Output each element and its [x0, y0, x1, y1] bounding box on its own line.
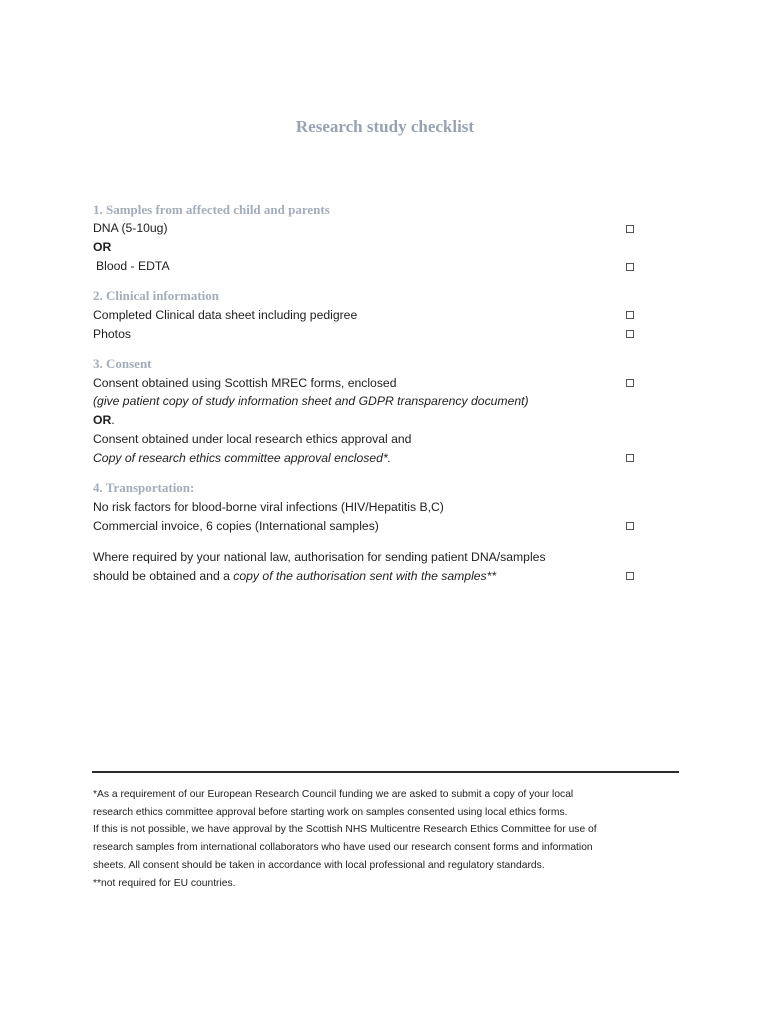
checkbox-invoice[interactable]: [626, 522, 634, 530]
checkbox-blood[interactable]: [626, 263, 634, 271]
footnote-line-4: research samples from international collaborators who have used our research consent forms and information: [93, 842, 593, 853]
item-photos-label: Photos: [93, 327, 131, 341]
section-heading-samples: 1. Samples from affected child and parents: [93, 202, 330, 217]
footnote-line-1: *As a requirement of our European Research Council funding we are asked to submit a copy of your local: [93, 789, 574, 800]
authorisation-line-2-prefix: should be obtained and a: [93, 569, 234, 583]
section-heading-transportation: 4. Transportation:: [93, 480, 195, 495]
checkbox-clinical[interactable]: [626, 311, 634, 319]
checkbox-dna[interactable]: [626, 225, 634, 233]
item-local-copy-suffix: *.: [382, 451, 392, 465]
footnote-line-6: **not required for EU countries.: [93, 878, 236, 889]
item-clinical-label: Completed Clinical data sheet including pedigree: [93, 308, 358, 322]
footnote-line-2: research ethics committee approval before starting work on samples consented using local ethics forms.: [93, 807, 568, 818]
or-label-consent-suffix: .: [111, 413, 115, 427]
item-risk-label: No risk factors for blood-borne viral infections (HIV/Hepatitis B,C): [93, 500, 444, 514]
checkbox-authorisation[interactable]: [626, 572, 634, 580]
checkbox-mrec[interactable]: [626, 379, 634, 387]
section-heading-clinical: 2. Clinical information: [93, 288, 220, 303]
checkbox-photos[interactable]: [626, 330, 634, 338]
item-mrec-label: Consent obtained using Scottish MREC forms, enclosed: [93, 376, 397, 390]
or-label-samples: OR: [93, 240, 112, 254]
checkbox-local-approval[interactable]: [626, 454, 634, 462]
item-blood-label: Blood - EDTA: [96, 259, 170, 273]
or-label-consent-text: OR: [93, 413, 112, 427]
authorisation-line-1: Where required by your national law, authorisation for sending patient DNA/samples: [93, 550, 546, 564]
item-dna-label: DNA (5-10ug): [93, 221, 168, 235]
footnote-divider: [92, 771, 679, 773]
item-local-copy: [93, 450, 391, 466]
footnote-line-3: If this is not possible, we have approval by the Scottish NHS Multicentre Research Ethics Committee for use of: [93, 824, 597, 835]
authorisation-line-2: [93, 568, 496, 584]
item-local-label: Consent obtained under local research ethics approval and: [93, 432, 412, 446]
or-label-consent: [93, 412, 115, 428]
item-local-copy-text: Copy of research ethics committee approval enclosed: [93, 451, 383, 465]
footnote-line-5: sheets. All consent should be taken in accordance with local professional and regulatory standards.: [93, 860, 545, 871]
section-heading-consent: 3. Consent: [93, 356, 152, 371]
item-mrec-note: (give patient copy of study information sheet and GDPR transparency document): [93, 394, 529, 408]
authorisation-line-2-italic: copy of the authorisation sent with the samples**: [233, 569, 497, 583]
page-title: Research study checklist: [295, 117, 475, 136]
item-invoice-label: Commercial invoice, 6 copies (International samples): [93, 519, 379, 533]
